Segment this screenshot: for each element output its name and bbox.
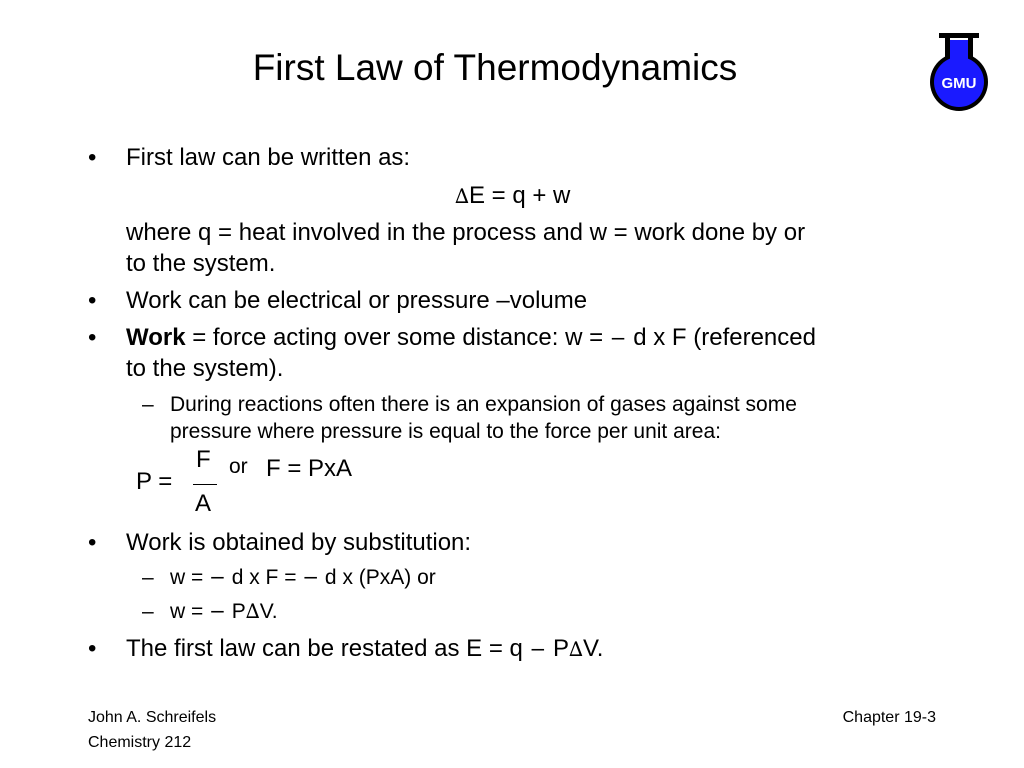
formula-rhs: F = PxA	[266, 455, 353, 482]
sub-work-expression-1: w = − d x F = − d x (PxA) or	[170, 565, 436, 589]
bullet-marker: •	[88, 635, 97, 662]
bullet-work-definition: Work = force acting over some distance: w = − d x F (referenced	[126, 324, 816, 351]
dash-marker: –	[142, 393, 154, 416]
slide-title: First Law of Thermodynamics	[252, 47, 738, 88]
bullet-marker: •	[88, 287, 97, 314]
footer-course: Chemistry 212	[88, 734, 192, 751]
sub-work-expression-2: w = − P∆V.	[170, 599, 278, 623]
bullet-marker: •	[88, 144, 97, 171]
sub-expansion-line-1: During reactions often there is an expansion of gases against some	[170, 393, 797, 416]
dash-marker: –	[142, 600, 154, 623]
formula-or: or	[229, 455, 248, 478]
footer-chapter: Chapter 19-3	[842, 709, 936, 726]
where-line-1: where q = heat involved in the process and w = work done by or	[126, 219, 806, 246]
formula-lhs: P =	[136, 468, 173, 495]
bullet-restated-law: The first law can be restated as E = q − P∆V.	[126, 635, 604, 662]
bullet-first-law: First law can be written as:	[126, 144, 411, 171]
bullet-work-types: Work can be electrical or pressure –volume	[126, 287, 588, 314]
sub-expansion-line-2: pressure where pressure is equal to the force per unit area:	[170, 420, 721, 443]
bullet-marker: •	[88, 529, 97, 556]
fraction-bar	[193, 484, 217, 485]
bullet-marker: •	[88, 324, 97, 351]
bullet-substitution: Work is obtained by substitution:	[126, 529, 472, 556]
formula-numerator: F	[196, 446, 211, 473]
gmu-flask-logo	[926, 30, 992, 114]
formula-denominator: A	[195, 490, 212, 517]
logo-text: GMU	[941, 75, 977, 92]
dash-marker: –	[142, 566, 154, 589]
footer-author: John A. Schreifels	[88, 709, 217, 726]
equation-delta-e: ∆E = q + w	[455, 182, 571, 209]
work-definition-line-2: to the system).	[126, 355, 284, 382]
where-line-2: to the system.	[126, 250, 276, 277]
